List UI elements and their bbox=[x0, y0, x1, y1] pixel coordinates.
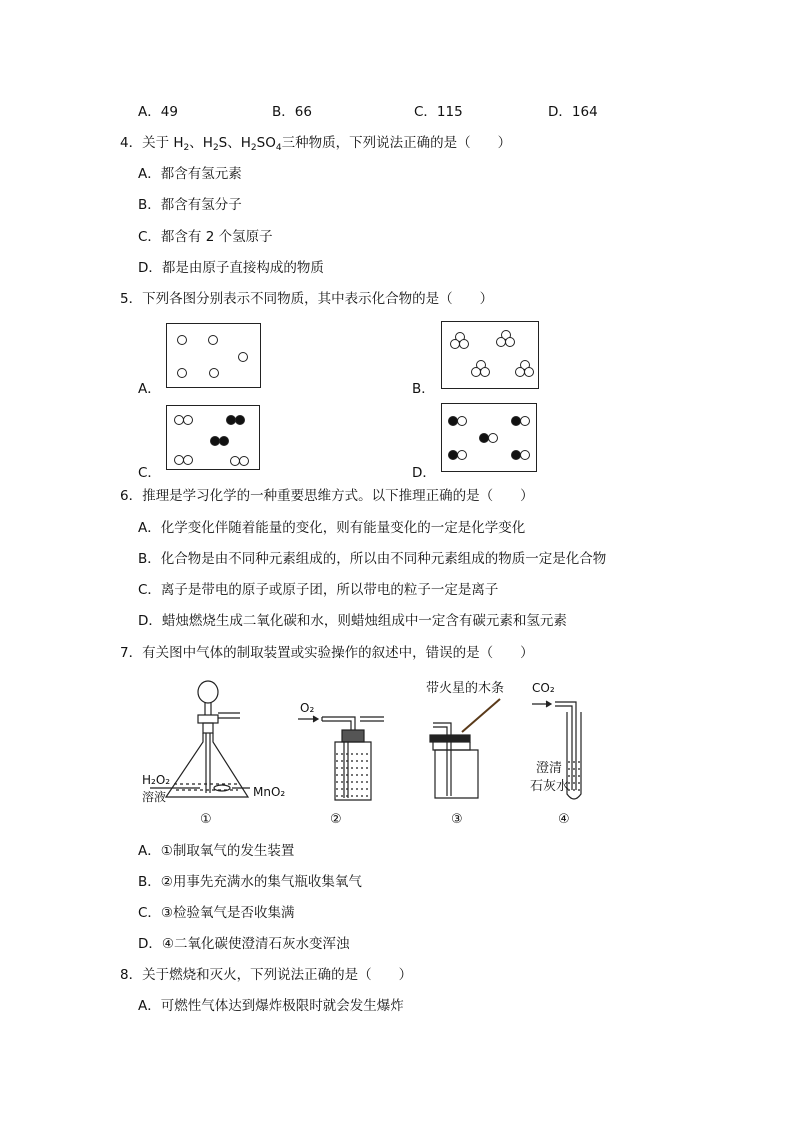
q6-stem: 6．推理是学习化学的一种重要思维方式。以下推理正确的是（ ） bbox=[120, 488, 534, 504]
figure-number-1: ① bbox=[200, 812, 212, 827]
solution-label: 溶液 bbox=[142, 790, 167, 804]
q5-label-a[interactable]: A． bbox=[138, 381, 161, 397]
q6-option-c[interactable]: C．离子是带电的原子或原子团，所以带电的粒子一定是离子 bbox=[138, 582, 499, 598]
q3-option-d[interactable]: D．164 bbox=[548, 104, 598, 120]
q3-option-c[interactable]: C．115 bbox=[414, 104, 463, 120]
q7-option-d[interactable]: D．④二氧化碳使澄清石灰水变浑浊 bbox=[138, 936, 350, 952]
q8-stem: 8．关于燃烧和灭火，下列说法正确的是（ ） bbox=[120, 967, 413, 983]
q4-option-c[interactable]: C．都含有 2 个氢原子 bbox=[138, 229, 273, 245]
apparatus-2-bottle bbox=[298, 701, 384, 800]
splint-label: 带火星的木条 bbox=[426, 681, 505, 696]
q3-option-b[interactable]: B．66 bbox=[272, 104, 312, 120]
q4-option-a[interactable]: A．都含有氢元素 bbox=[138, 166, 242, 182]
q7-option-a[interactable]: A．①制取氧气的发生装置 bbox=[138, 843, 295, 859]
apparatus-3-bottle bbox=[430, 699, 500, 798]
figure-number-2: ② bbox=[330, 812, 342, 827]
q5-box-b[interactable] bbox=[441, 321, 539, 389]
q5-label-c[interactable]: C． bbox=[138, 465, 161, 481]
q6-option-a[interactable]: A．化学变化伴随着能量的变化，则有能量变化的一定是化学变化 bbox=[138, 520, 526, 536]
q5-stem: 5．下列各图分别表示不同物质，其中表示化合物的是（ ） bbox=[120, 291, 494, 307]
o2-label: O₂ bbox=[300, 701, 315, 715]
q7-apparatus-figure bbox=[130, 672, 610, 832]
figure-number-3: ③ bbox=[451, 812, 463, 827]
q4-option-d[interactable]: D．都是由原子直接构成的物质 bbox=[138, 260, 324, 276]
limewater-label-2: 石灰水 bbox=[530, 779, 570, 794]
q5-box-a[interactable] bbox=[166, 323, 261, 388]
q7-option-b[interactable]: B．②用事先充满水的集气瓶收集氧气 bbox=[138, 874, 362, 890]
q5-diagram-b bbox=[442, 322, 538, 388]
q7-stem: 7．有关图中气体的制取装置或实验操作的叙述中，错误的是（ ） bbox=[120, 645, 534, 661]
co2-label: CO₂ bbox=[532, 681, 555, 695]
q4-option-b[interactable]: B．都含有氢分子 bbox=[138, 197, 242, 213]
q5-diagram-a bbox=[167, 324, 260, 387]
q5-diagram-d bbox=[442, 404, 536, 471]
q4-stem: 4．关于 $H_2$、$H_2S$、$H_2SO_4$三种物质，下列说法正确的是（ ） bbox=[120, 135, 512, 153]
q7-option-c[interactable]: C．③检验氧气是否收集满 bbox=[138, 905, 295, 921]
limewater-label-1: 澄清 bbox=[536, 761, 563, 776]
mno2-label: MnO₂ bbox=[253, 785, 286, 799]
q6-option-b[interactable]: B．化合物是由不同种元素组成的，所以由不同种元素组成的物质一定是化合物 bbox=[138, 551, 607, 567]
q5-label-b[interactable]: B． bbox=[412, 381, 435, 397]
figure-number-4: ④ bbox=[558, 812, 570, 827]
h2o2-label: H₂O₂ bbox=[142, 773, 171, 787]
q8-option-a[interactable]: A．可燃性气体达到爆炸极限时就会发生爆炸 bbox=[138, 998, 404, 1014]
q5-box-d[interactable] bbox=[441, 403, 537, 472]
q5-label-d[interactable]: D． bbox=[412, 465, 436, 481]
q3-option-a[interactable]: A．49 bbox=[138, 104, 178, 120]
q5-box-c[interactable] bbox=[166, 405, 260, 470]
q6-option-d[interactable]: D．蜡烛燃烧生成二氧化碳和水，则蜡烛组成中一定含有碳元素和氢元素 bbox=[138, 613, 567, 629]
q5-diagram-c bbox=[167, 406, 259, 469]
